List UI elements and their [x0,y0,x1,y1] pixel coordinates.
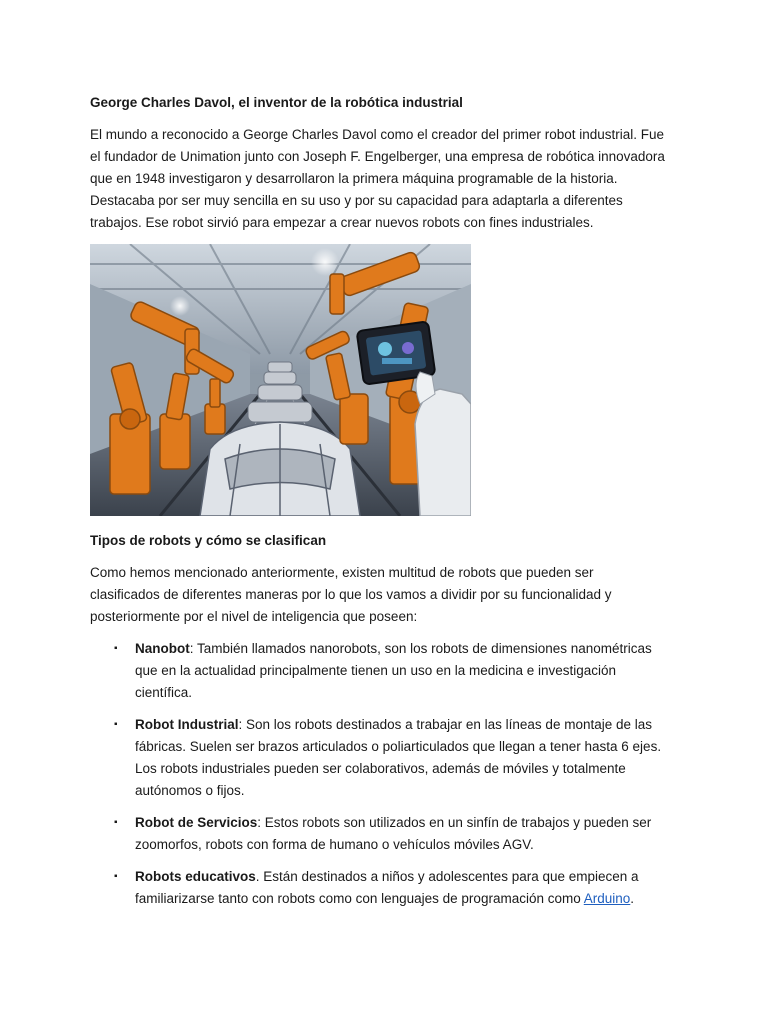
list-item-text: científica. [135,685,193,700]
bullet-square-icon: ▪ [114,719,118,730]
arduino-link[interactable]: Arduino [583,891,631,906]
bullet-square-icon: ▪ [114,817,118,828]
list-item-text: : También llamados nanorobots, son los robots de dimensiones nanométricas [189,641,652,656]
list-item [90,714,690,802]
paragraph-line: trabajos. Ese robot sirvió para empezar a crear nuevos robots con fines industriales. [90,215,594,230]
list-item-text: : Estos robots son utilizados en un sinfín de trabajos y pueden ser [257,815,652,830]
paragraph-tipos [90,562,690,628]
list-item [90,866,690,910]
bullet-square-icon: ▪ [114,871,118,882]
list-item-text: fábricas. Suelen ser brazos articulados o poliarticulados que llegan a tener hasta 6 ejes. [135,739,662,754]
list-item-term: Nanobot [135,641,190,656]
paragraph-line: Destacaba por ser muy sencilla en su uso y por su capacidad para adaptarla a diferentes [90,193,623,208]
section-title-davol: George Charles Davol, el inventor de la robótica industrial [90,95,463,110]
list-item-term: Robot de Servicios [135,815,258,830]
list-item [90,638,690,704]
section-title-tipos: Tipos de robots y cómo se clasifican [90,533,327,548]
list-item-text: Los robots industriales pueden ser colaborativos, además de móviles y totalmente [135,761,626,776]
list-item-text: . Están destinados a niños y adolescentes para que empiecen a [255,869,639,884]
list-item-text: . [630,891,635,906]
paragraph-line: clasificados de diferentes maneras por lo que los vamos a dividir por su funcionalidad y [90,587,612,602]
paragraph-line: el fundador de Unimation junto con Joseph F. Engelberger, una empresa de robótica innovadora [90,149,665,164]
robot-types-list [90,638,690,910]
list-item-text: que en la actualidad principalmente tienen un uso en la medicina e investigación [135,663,617,678]
paragraph-line: posteriormente por el nivel de inteligencia que poseen: [90,609,418,624]
list-item-text: autónomos o fijos. [135,783,245,798]
list-item-text: : Son los robots destinados a trabajar en las líneas de montaje de las [238,717,653,732]
paragraph-davol [90,124,690,234]
factory-robot-assembly-line-photo [90,244,471,516]
paragraph-line: que en 1948 investigaron y desarrollaron la primera máquina programable de la historia. [90,171,618,186]
paragraph-line: El mundo a reconocido a George Charles Davol como el creador del primer robot industrial. Fue [90,127,665,142]
list-item-text: zoomorfos, robots con forma de humano o vehículos móviles AGV. [135,837,534,852]
list-item-term: Robot Industrial [135,717,239,732]
list-item [90,812,690,856]
list-item-text: familiarizarse tanto con robots como con lenguajes de programación como [135,891,584,906]
paragraph-line: Como hemos mencionado anteriormente, existen multitud de robots que pueden ser [90,565,594,580]
list-item-term: Robots educativos [135,869,256,884]
document-page [90,92,690,920]
bullet-square-icon: ▪ [114,643,118,654]
